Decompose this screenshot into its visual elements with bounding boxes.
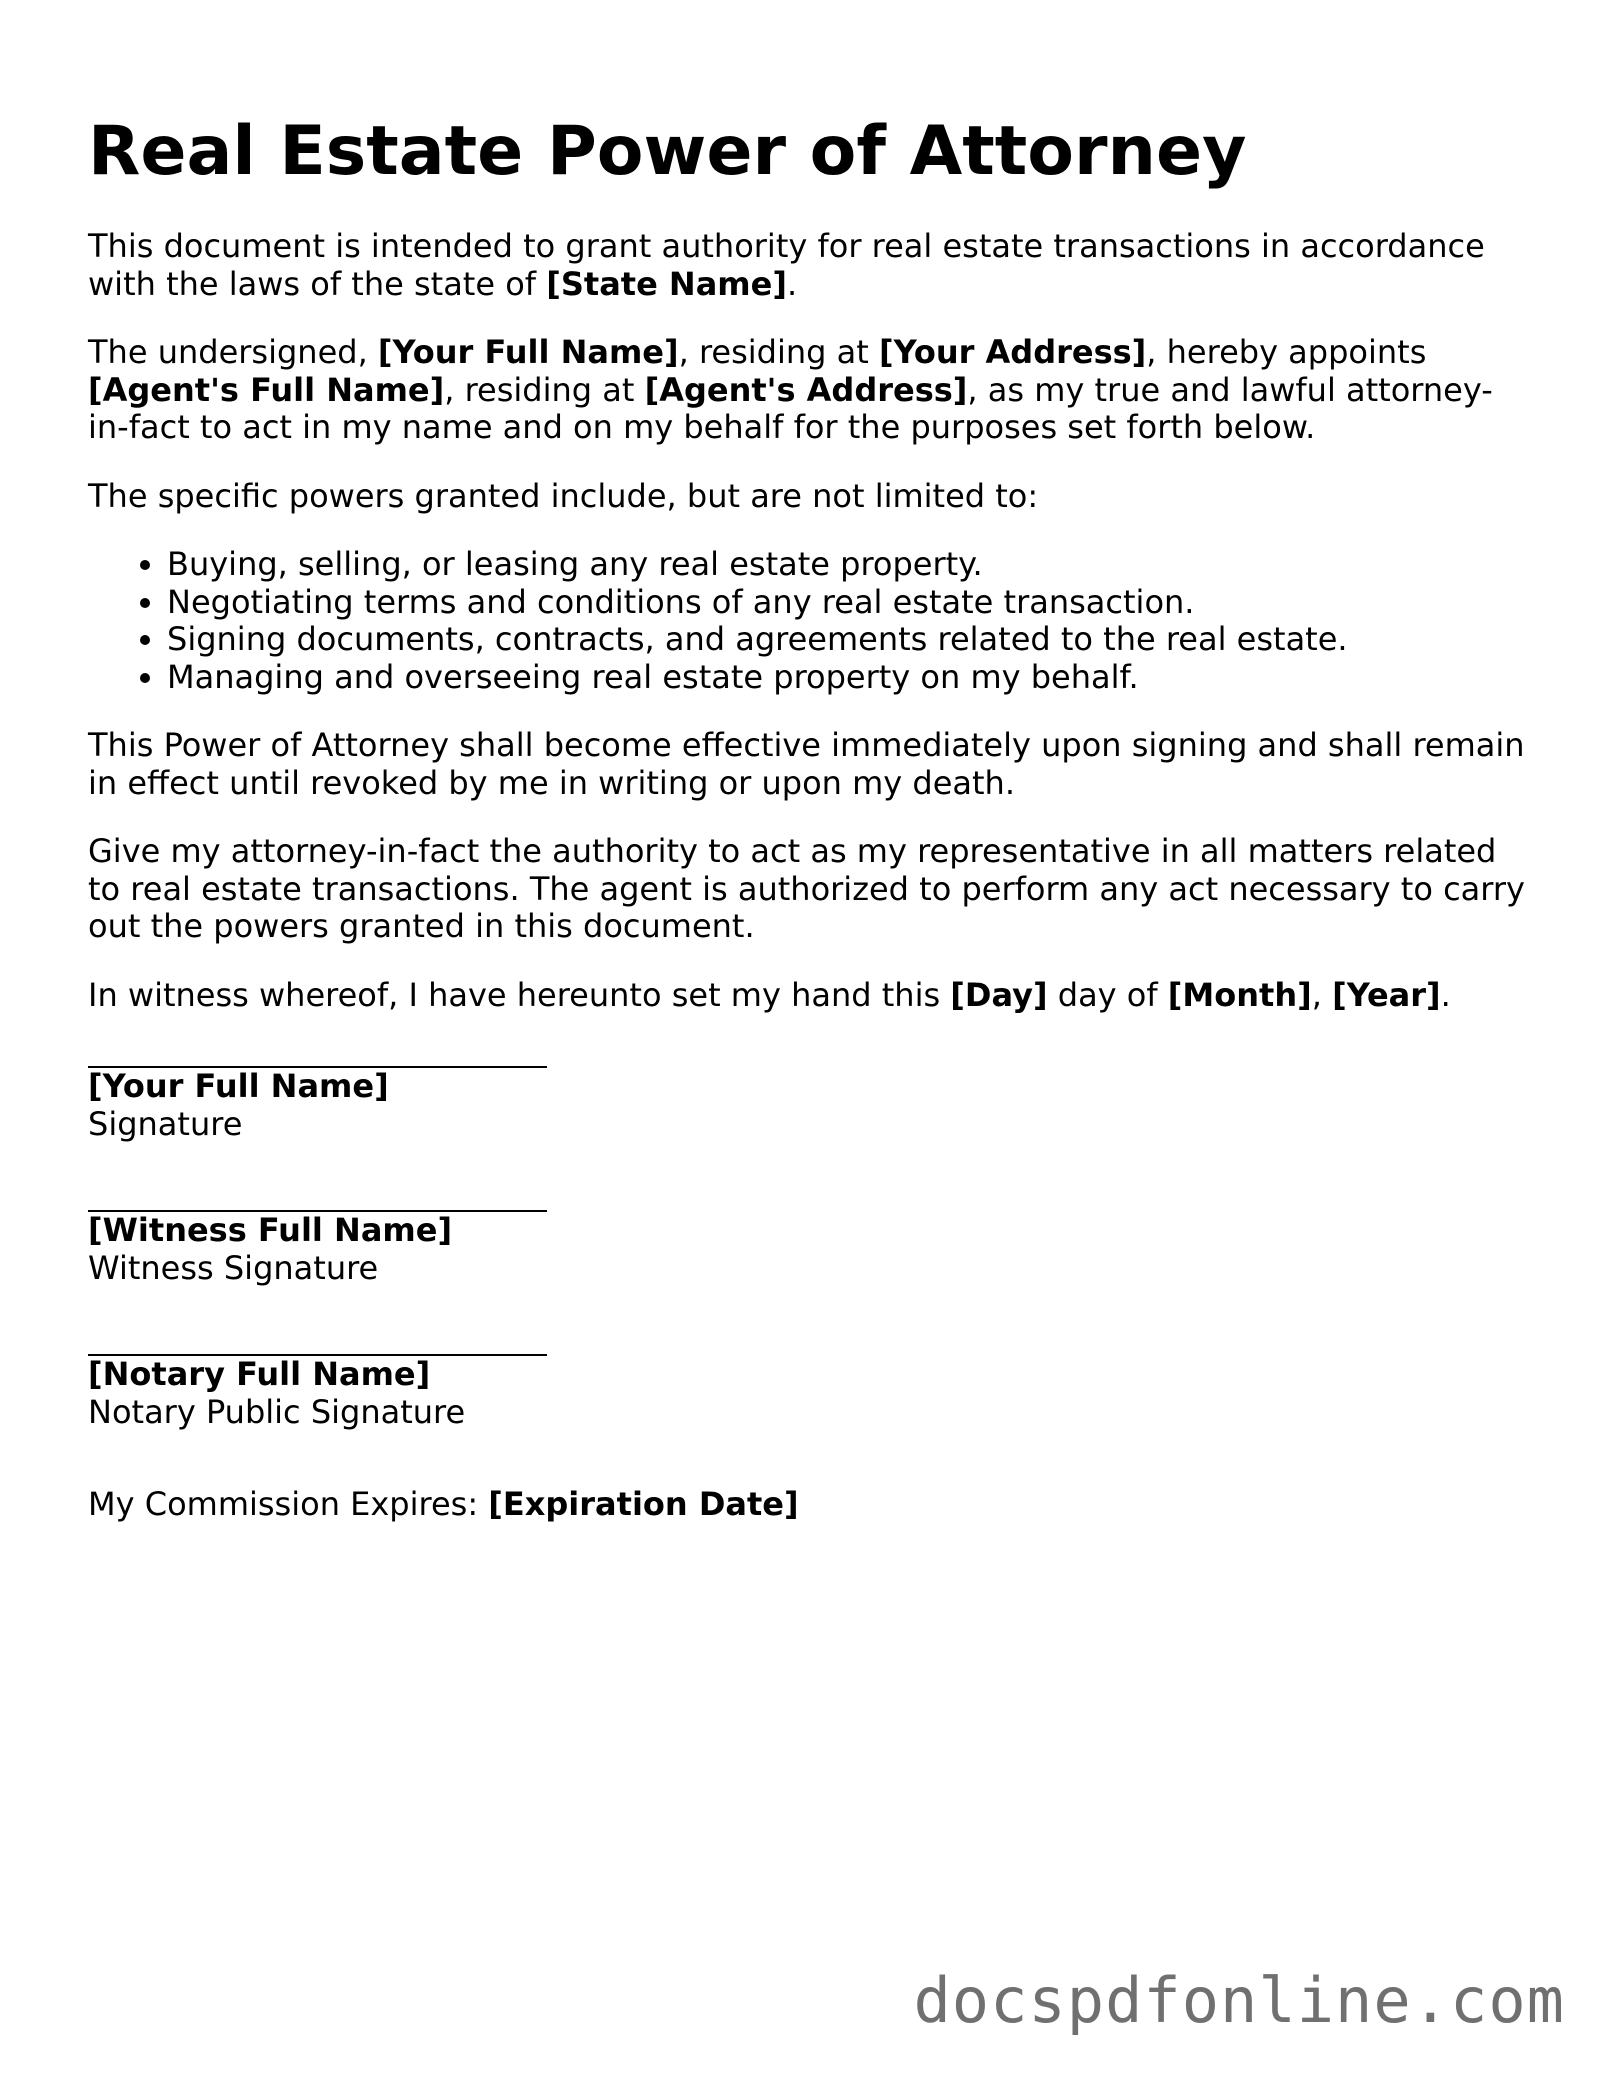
your-address-placeholder: [Your Address] [878,333,1147,371]
intro-text: This document is intended to grant authority for real estate transactions in accordance with the laws of the state of [88,227,1485,303]
list-item: • Signing documents, contracts, and agreements related to the real estate. [167,621,1528,659]
appointment-text: , residing at [678,333,879,371]
year-placeholder: [Year] [1332,975,1441,1014]
appointment-text: The undersigned, [88,333,378,371]
appointment-text: , as my true and lawful attorney-in-fact to act in my name and on my behalf for the purposes set forth below. [88,370,1493,446]
intro-period: . [786,264,798,303]
witness-text: . [1440,975,1451,1014]
powers-list [88,546,1528,696]
month-placeholder: [Month] [1167,975,1312,1014]
authority-paragraph: Give my attorney-in-fact the authority to act as my representative in all matters related to real estate transactions. The agent is authorized to perform any act necessary to carry out the powers granted in this document. [88,832,1525,945]
agent-address-placeholder: [Agent's Address] [644,370,968,409]
day-placeholder: [Day] [950,975,1048,1014]
notary-name: [Notary Full Name] [88,1355,431,1393]
appointment-text: , hereby appoints [1146,333,1427,371]
signer-name: [Your Full Name] [88,1067,389,1105]
watermark: docspdfonline.com [913,1964,1565,2037]
signature-block-witness [88,1210,788,1287]
document-body [88,228,1528,1045]
list-item: • Negotiating terms and conditions of any real estate transaction. [167,584,1528,622]
signature-label: Witness Signature [88,1248,379,1287]
witness-name: [Witness Full Name] [88,1211,453,1249]
effective-paragraph: This Power of Attorney shall become effective immediately upon signing and shall remain in effect until revoked by me in writing or upon my death. [88,726,1525,802]
agent-full-name-placeholder: [Agent's Full Name] [88,370,445,409]
witness-text: , [1311,975,1333,1014]
intro-paragraph [88,228,1528,303]
page-title: Real Estate Power of Attorney [88,112,1247,191]
witness-text: day of [1047,975,1168,1014]
witness-clause [88,977,1528,1015]
appointment-paragraph [88,334,1528,447]
signature-block-principal [88,1066,788,1143]
commission-expiration [88,1486,799,1524]
your-full-name-placeholder: [Your Full Name] [377,333,679,371]
state-name-placeholder: [State Name] [546,264,787,303]
list-item: • Managing and overseeing real estate property on my behalf. [167,659,1528,697]
commission-label: My Commission Expires: [88,1485,489,1523]
signature-block-notary [88,1354,788,1431]
expiration-date-placeholder: [Expiration Date] [488,1485,799,1523]
powers-intro: The specific powers granted include, but are not limited to: [88,476,1039,515]
signature-label: Signature [88,1104,243,1143]
list-item: • Buying, selling, or leasing any real estate property. [167,546,1528,584]
appointment-text: , residing at [444,370,645,409]
signature-label: Notary Public Signature [88,1392,466,1431]
witness-text: In witness whereof, I have hereunto set my hand this [88,975,951,1014]
